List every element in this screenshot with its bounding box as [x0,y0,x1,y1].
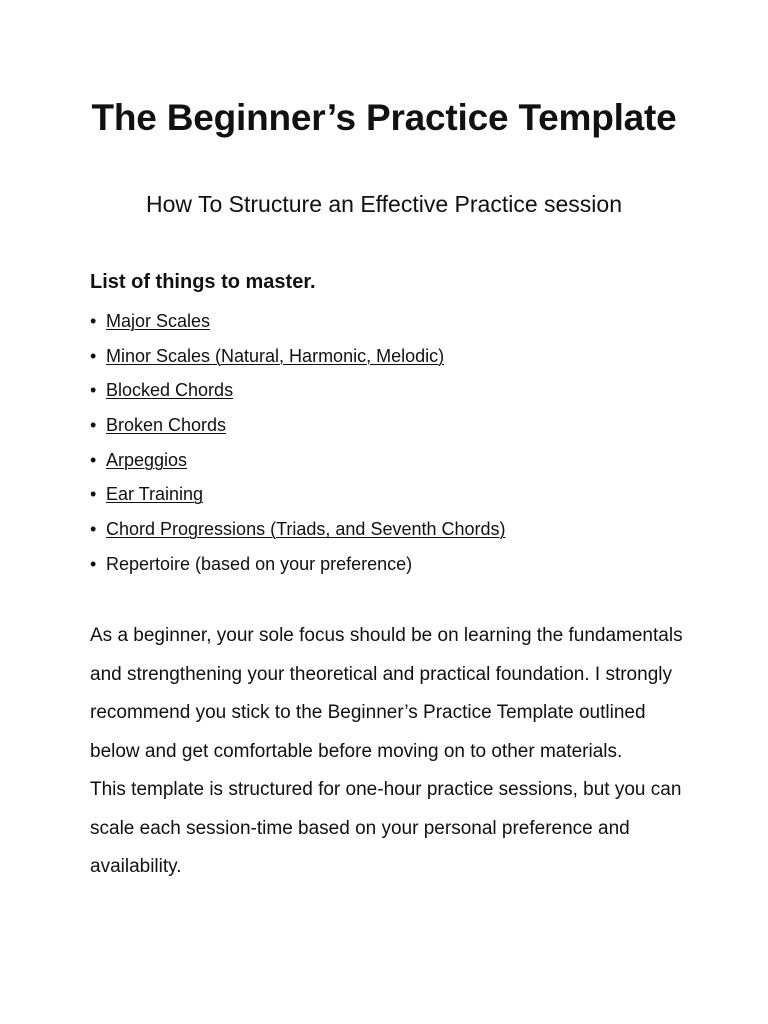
topic-link-chord-progressions[interactable]: Chord Progressions (Triads, and Seventh Chords) [106,519,506,540]
body-text [90,617,690,887]
list-item [90,411,506,446]
section-heading: List of things to master. [90,271,316,293]
bullet-icon: • [90,345,97,366]
topic-link-minor-scales[interactable]: Minor Scales (Natural, Harmonic, Melodic) [106,345,445,366]
bullet-icon: • [90,449,97,470]
list-item [90,515,506,550]
bullet-icon: • [90,311,97,331]
bullet-icon: • [90,553,97,574]
list-item [90,307,506,342]
topic-link-ear-training[interactable]: Ear Training [106,484,204,505]
bullet-icon: • [90,484,97,505]
topic-link-blocked-chords[interactable]: Blocked Chords [106,380,234,401]
page-title: The Beginner’s Practice Template [91,97,677,138]
list-item [90,550,506,585]
topics-list [90,307,506,585]
list-item [90,376,506,411]
topic-link-broken-chords[interactable]: Broken Chords [106,415,227,436]
topic-link-arpeggios[interactable]: Arpeggios [106,449,188,470]
bullet-icon: • [90,519,97,540]
paragraph-intro: As a beginner, your sole focus should be on learning the fundamentals and strengthening your theoretical and practical foundation. I strongly recommend you stick to the Beginner’s Practice Template outlined below and get comfortable before moving on to other materials. [90,625,683,762]
paragraph-template-note: This template is structured for one-hour practice sessions, but you can scale each session-time based on your personal preference and availability. [90,779,682,877]
topic-link-major-scales[interactable]: Major Scales [106,311,211,331]
bullet-icon: • [90,380,97,401]
list-item [90,342,506,377]
topic-repertoire: Repertoire (based on your preference) [106,553,413,574]
list-item [90,446,506,481]
list-item [90,480,506,515]
page-subtitle: How To Structure an Effective Practice session [146,191,622,217]
bullet-icon: • [90,415,97,436]
